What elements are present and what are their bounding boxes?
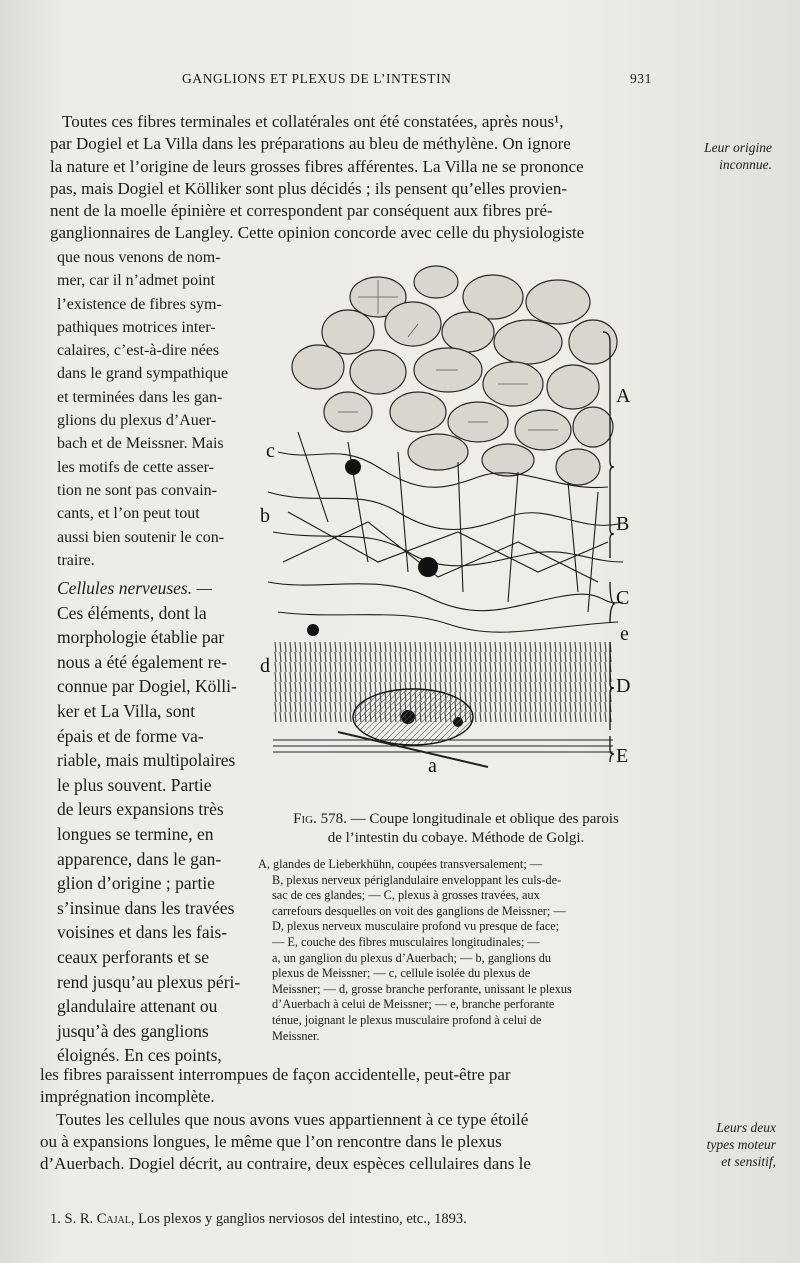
footnote-number: 1.	[50, 1211, 61, 1227]
figure-caption-text: — Coupe longitudinale et oblique des parois	[346, 811, 619, 827]
margin-note-types	[666, 1119, 776, 1170]
text-line: la nature et l’origine de leurs grosses fibres afférentes. La Villa ne se prononce	[50, 156, 584, 176]
label-a: a	[428, 755, 437, 777]
text-line: et terminées dans les gan-	[57, 388, 223, 406]
text-line: tion ne sont pas convain-	[57, 481, 217, 499]
footnote-author: S. R. Cajal,	[64, 1211, 135, 1227]
auerbach-ganglion	[353, 689, 473, 745]
text-line: ganglionnaires de Langley. Cette opinion concorde avec celle du physiologiste	[50, 223, 585, 243]
page-number: 931	[629, 71, 652, 86]
bottom-paragraph	[40, 1064, 662, 1175]
text-line: le plus souvent. Partie	[57, 774, 212, 795]
label-A: A	[616, 385, 631, 407]
header-title: GANGLIONS ET PLEXUS DE L’INTESTIN	[182, 71, 452, 86]
text-line: pathiques motrices inter-	[57, 318, 216, 336]
margin-note-line: et sensitif,	[721, 1154, 776, 1169]
label-E: E	[616, 745, 629, 767]
text-line: par Dogiel et La Villa dans les préparations au bleu de méthylène. On ignore	[50, 134, 571, 154]
text-line: dans le grand sympathique	[57, 365, 229, 383]
legend-line: Meissner; — d, grosse branche perforante, unissant le plexus	[272, 981, 572, 996]
text-line: de leurs expansions très	[57, 799, 224, 820]
text-line: les fibres paraissent interrompues de façon accidentelle, peut-être par	[40, 1065, 511, 1084]
legend-line: d’Auerbach à celui de Meissner; — e, branche perforante	[272, 997, 555, 1012]
cells-paragraph	[57, 576, 241, 1068]
text-line: connue par Dogiel, Kölli-	[57, 676, 237, 697]
text-line: ceaux perforants et se	[57, 946, 210, 967]
left-column-paragraph	[57, 246, 247, 572]
text-line: apparence, dans le gan-	[57, 848, 222, 869]
text-line: glion d’origine ; partie	[57, 873, 215, 894]
text-line: s’insinue dans les travées	[57, 897, 235, 918]
legend-line: — E, couche des fibres musculaires longitudinales; —	[272, 934, 540, 949]
text-line: d’Auerbach. Dogiel décrit, au contraire, deux espèces cellulaires dans le	[40, 1154, 531, 1174]
text-line: éloignés. En ces points,	[57, 1045, 222, 1066]
text-line: nent de la moelle épinière et correspondent par conséquent aux fibres pré-	[50, 201, 553, 221]
footnote	[50, 1211, 467, 1228]
gland-layer	[292, 266, 617, 485]
text-line: imprégnation incomplète.	[40, 1087, 215, 1107]
label-b: b	[260, 505, 270, 527]
text-line: que nous venons de nom-	[57, 249, 221, 266]
label-d: d	[260, 655, 270, 677]
text-line: pas, mais Dogiel et Kölliker sont plus décidés ; ils pensent qu’elles provien-	[50, 178, 567, 198]
legend-line: carrefours desquelles on voit des ganglions de Meissner; —	[272, 903, 566, 918]
text-line: mer, car il n’admet point	[57, 272, 215, 290]
label-C: C	[616, 587, 630, 609]
text-line: aussi bien soutenir le con-	[57, 528, 225, 546]
top-paragraph	[50, 111, 656, 245]
text-line: ker et La Villa, sont	[57, 700, 196, 721]
text-line: l’existence de fibres sym-	[57, 295, 222, 313]
text-line: les motifs de cette asser-	[57, 458, 214, 476]
text-line: traire.	[57, 551, 95, 569]
label-c: c	[266, 440, 275, 462]
section-heading: Cellules nerveuses. —	[57, 578, 213, 598]
intestine-section-illustration	[258, 262, 638, 782]
text-line: morphologie établie par	[57, 627, 225, 648]
margin-note-origin	[668, 139, 772, 173]
text-line: glions du plexus d’Auer-	[57, 412, 217, 430]
legend-line: plexus de Meissner; — c, cellule isolée du plexus de	[272, 966, 531, 981]
margin-note-line: inconnue.	[719, 157, 772, 172]
text-line: rend jusqu’au plexus péri-	[57, 971, 241, 992]
label-D: D	[616, 675, 631, 697]
text-line: riable, mais multipolaires	[57, 750, 236, 771]
legend-line: ténue, joignant le plexus musculaire profond à celui de	[272, 1012, 542, 1027]
figure-legend	[258, 857, 654, 1044]
text-line: voisines et dans les fais-	[57, 922, 228, 943]
legend-line: Meissner.	[272, 1028, 320, 1043]
margin-note-line: types moteur	[706, 1137, 776, 1152]
text-line: Ces éléments, dont la	[57, 602, 207, 623]
figure-number: Fig. 578.	[293, 811, 347, 827]
text-line: ou à expansions longues, le même que l’on rencontre dans le plexus	[40, 1131, 502, 1151]
legend-line: A, glandes de Lieberkhühn, coupées transversalement; —	[258, 857, 543, 871]
label-B: B	[616, 513, 630, 535]
text-line: nous a été également re-	[57, 651, 228, 672]
legend-line: a, un ganglion du plexus d’Auerbach; — b, ganglions du	[272, 950, 552, 965]
legend-line: B, plexus nerveux périglandulaire enveloppant les culs-de-	[272, 872, 562, 887]
figure-caption	[258, 810, 654, 848]
text-line: bach et de Meissner. Mais	[57, 435, 224, 453]
margin-note-line: Leurs deux	[716, 1120, 776, 1135]
text-line: glandulaire attenant ou	[57, 996, 218, 1017]
text-line: Toutes les cellules que nous avons vues appartiennent à ce type étoilé	[56, 1109, 529, 1129]
running-header	[182, 71, 652, 87]
footnote-text: Los plexos y ganglios nerviosos del intestino, etc., 1893.	[138, 1211, 467, 1227]
margin-note-line: Leur origine	[704, 140, 772, 155]
text-line: Toutes ces fibres terminales et collatérales ont été constatées, après nous¹,	[62, 112, 564, 131]
figure-caption-text-2: de l’intestin du cobaye. Méthode de Golgi.	[327, 830, 585, 846]
text-line: épais et de forme va-	[57, 725, 204, 746]
legend-line: D, plexus nerveux musculaire profond vu presque de face;	[272, 919, 560, 934]
text-line: jusqu’à des ganglions	[57, 1020, 209, 1041]
text-line: cants, et l’on peut tout	[57, 505, 200, 523]
legend-line: sac de ces glandes; — C, plexus à grosses travées, aux	[272, 888, 540, 903]
text-line: longues se termine, en	[57, 823, 214, 844]
label-e: e	[620, 623, 629, 645]
text-line: calaires, c’est-à-dire nées	[57, 342, 220, 360]
